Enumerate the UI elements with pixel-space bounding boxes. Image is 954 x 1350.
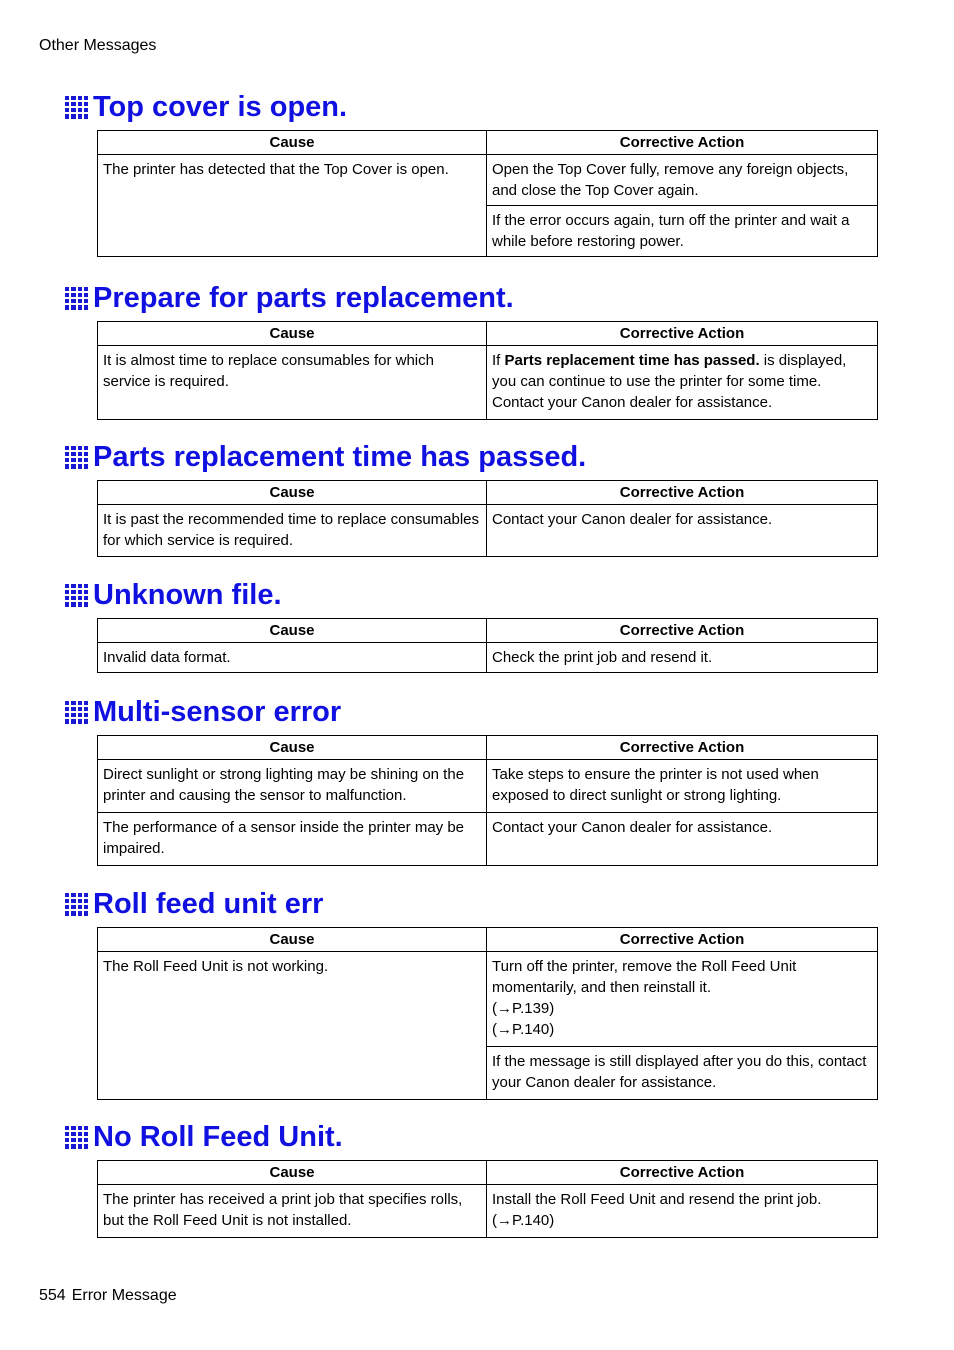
action-header: Corrective Action xyxy=(487,322,878,346)
section-no-roll-feed-unit xyxy=(65,1120,877,1238)
cause-header: Cause xyxy=(98,1161,487,1185)
action-header: Corrective Action xyxy=(487,736,878,760)
action-cell: If the error occurs again, turn off the printer and wait a while before restoring power. xyxy=(487,206,878,257)
action-cell xyxy=(487,1185,878,1238)
action-cell: If the message is still displayed after you do this, contact your Canon dealer for assistance. xyxy=(487,1047,878,1100)
cause-cell: The printer has detected that the Top Cover is open. xyxy=(98,155,487,257)
section-title xyxy=(65,90,877,124)
cause-header: Cause xyxy=(98,736,487,760)
cause-cell: It is almost time to replace consumables for which service is required. xyxy=(98,346,487,420)
cause-header: Cause xyxy=(98,322,487,346)
table-row xyxy=(98,505,878,557)
message-table xyxy=(97,321,878,420)
page-reference-link[interactable]: (→P.140) xyxy=(492,1021,555,1038)
table-header-row xyxy=(98,736,878,760)
section-roll-feed-unit-err xyxy=(65,887,877,1100)
table-row xyxy=(98,155,878,206)
grid-icon xyxy=(65,893,88,916)
action-text: Turn off the printer, remove the Roll Feed Unit momentarily, and then reinstall it. xyxy=(492,958,797,996)
section-heading: Prepare for parts replacement. xyxy=(93,282,514,314)
action-cell: Contact your Canon dealer for assistance. xyxy=(487,813,878,866)
message-table xyxy=(97,927,878,1100)
cause-cell: Direct sunlight or strong lighting may be shining on the printer and causing the sensor to malfunction. xyxy=(98,760,487,813)
cause-cell: The performance of a sensor inside the printer may be impaired. xyxy=(98,813,487,866)
page-reference-link[interactable]: (→P.139) xyxy=(492,1000,555,1017)
section-heading: Unknown file. xyxy=(93,579,282,611)
section-parts-replacement-passed xyxy=(65,440,877,557)
table-row xyxy=(98,760,878,813)
message-table xyxy=(97,735,878,866)
table-header-row xyxy=(98,131,878,155)
table-header-row xyxy=(98,619,878,643)
grid-icon xyxy=(65,96,88,119)
action-header: Corrective Action xyxy=(487,481,878,505)
running-header: Other Messages xyxy=(39,37,157,54)
section-prepare-parts-replacement xyxy=(65,281,877,420)
table-row xyxy=(98,952,878,1047)
section-heading: Top cover is open. xyxy=(93,91,348,123)
section-heading: Roll feed unit err xyxy=(93,888,324,920)
action-suffix: is displayed, you can continue to use the printer for some time. Contact your Canon dealer for assistance. xyxy=(492,352,847,411)
section-title xyxy=(65,578,877,612)
table-row xyxy=(98,813,878,866)
table-header-row xyxy=(98,322,878,346)
section-heading: No Roll Feed Unit. xyxy=(93,1121,343,1153)
table-header-row xyxy=(98,481,878,505)
table-row xyxy=(98,346,878,420)
action-header: Corrective Action xyxy=(487,1161,878,1185)
section-multi-sensor-error xyxy=(65,695,877,866)
action-header: Corrective Action xyxy=(487,131,878,155)
grid-icon xyxy=(65,1126,88,1149)
section-title xyxy=(65,281,877,315)
section-top-cover-open xyxy=(65,90,877,257)
table-header-row xyxy=(98,1161,878,1185)
section-title xyxy=(65,440,877,474)
page-reference-link[interactable]: (→P.140) xyxy=(492,1212,555,1229)
message-table xyxy=(97,480,878,557)
section-heading: Parts replacement time has passed. xyxy=(93,441,587,473)
page-number: 554 xyxy=(39,1287,66,1304)
action-prefix: If xyxy=(492,352,505,369)
grid-icon xyxy=(65,446,88,469)
action-cell: Open the Top Cover fully, remove any foreign objects, and close the Top Cover again. xyxy=(487,155,878,206)
grid-icon xyxy=(65,701,88,724)
cause-cell: The Roll Feed Unit is not working. xyxy=(98,952,487,1100)
message-table xyxy=(97,618,878,673)
action-cell: Take steps to ensure the printer is not used when exposed to direct sunlight or strong lighting. xyxy=(487,760,878,813)
section-heading: Multi-sensor error xyxy=(93,696,342,728)
cause-header: Cause xyxy=(98,928,487,952)
action-header: Corrective Action xyxy=(487,619,878,643)
cause-header: Cause xyxy=(98,481,487,505)
message-table xyxy=(97,1160,878,1238)
cause-cell: Invalid data format. xyxy=(98,643,487,673)
cause-cell: It is past the recommended time to replace consumables for which service is required. xyxy=(98,505,487,557)
footer-section-name: Error Message xyxy=(71,1287,177,1304)
message-table xyxy=(97,130,878,257)
action-cell xyxy=(487,346,878,420)
table-header-row xyxy=(98,928,878,952)
section-title xyxy=(65,887,877,921)
action-text: Install the Roll Feed Unit and resend the print job. xyxy=(492,1191,822,1208)
action-header: Corrective Action xyxy=(487,928,878,952)
message-name-bold: Parts replacement time has passed. xyxy=(504,352,760,369)
table-row xyxy=(98,643,878,673)
section-unknown-file xyxy=(65,578,877,673)
section-title xyxy=(65,695,877,729)
grid-icon xyxy=(65,287,88,310)
table-row xyxy=(98,1185,878,1238)
cause-cell: The printer has received a print job that specifies rolls, but the Roll Feed Unit is not installed. xyxy=(98,1185,487,1238)
cause-header: Cause xyxy=(98,619,487,643)
action-cell: Contact your Canon dealer for assistance. xyxy=(487,505,878,557)
cause-header: Cause xyxy=(98,131,487,155)
page-footer xyxy=(39,1287,177,1305)
grid-icon xyxy=(65,584,88,607)
action-cell: Check the print job and resend it. xyxy=(487,643,878,673)
section-title xyxy=(65,1120,877,1154)
action-cell xyxy=(487,952,878,1047)
